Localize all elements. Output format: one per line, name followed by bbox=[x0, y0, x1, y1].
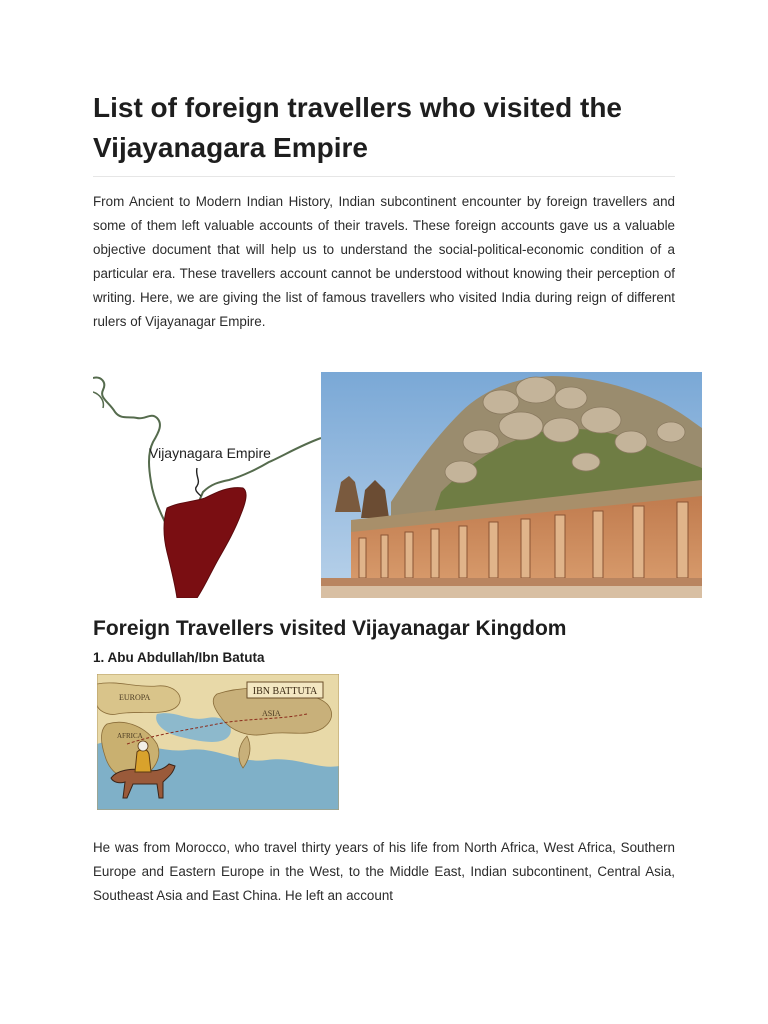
intro-paragraph: From Ancient to Modern Indian History, Indian subcontinent encounter by foreign travellers and some of them left valuable accounts of their travels. These foreign accounts gave us a valuable objective document that will help us to understand the social-political-economic condition of a particular era. These travellers account cannot be understood without knowing their perception of writing. Here, we are giving the list of famous travellers who visited India during reign of different rulers of Vijayanagar Empire. bbox=[93, 194, 675, 329]
ibn-map-label-africa: AFRICA bbox=[117, 732, 143, 740]
ibn-map-banner: IBN BATTUTA bbox=[252, 686, 318, 697]
article-title: List of foreign travellers who visited the Vijayanagara Empire bbox=[93, 92, 622, 163]
hampi-ruins-image bbox=[321, 372, 702, 598]
ibn-battuta-map-image bbox=[97, 674, 339, 810]
empire-map-image bbox=[93, 372, 321, 598]
ibn-map-label-asia: ASIA bbox=[262, 709, 281, 718]
map-label: Vijaynagara Empire bbox=[149, 445, 271, 461]
title-divider bbox=[93, 176, 675, 177]
section-heading: Foreign Travellers visited Vijayanagar Kingdom bbox=[93, 617, 567, 640]
traveller-1-heading: 1. Abu Abdullah/Ibn Batuta bbox=[93, 650, 265, 665]
ibn-map-label-europa: EUROPA bbox=[119, 693, 151, 702]
traveller-1-paragraph: He was from Morocco, who travel thirty years of his life from North Africa, West Africa, Southern Europe and Eastern Europe in the West, to the Middle East, Indian subcontinent, Central Asia, Southeast Asia and East China. He left an account bbox=[93, 840, 675, 903]
